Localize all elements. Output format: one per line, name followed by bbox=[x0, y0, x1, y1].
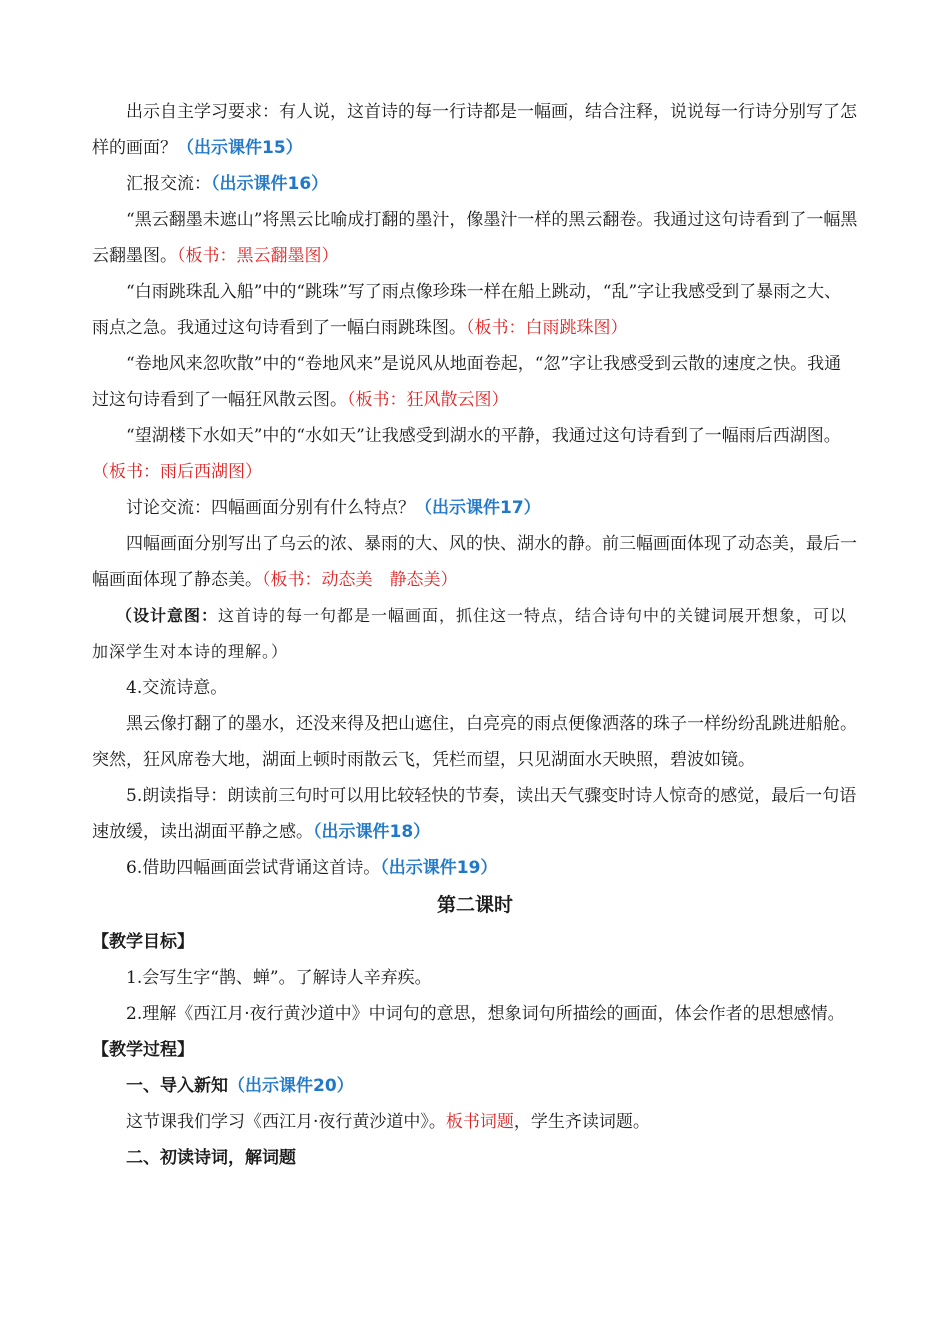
courseware-ref: （出示课件20） bbox=[228, 1076, 354, 1096]
process-heading: 【教学过程】 bbox=[92, 1040, 194, 1060]
paragraph-line2 bbox=[92, 274, 858, 346]
design-open-paren: （ bbox=[116, 606, 134, 625]
step1-title: 一、导入新知 bbox=[126, 1076, 228, 1096]
paragraph-text: ，学生齐读词题。 bbox=[513, 1112, 650, 1132]
paragraph-text: 黑云像打翻了的墨水，还没来得及把山遮住，白亮亮的雨点便像洒落的珠子一样纷纷乱跳进船舱。突然，狂风席卷大地，湖面上顿时雨散云飞，凭栏而望，只见湖面水天映照，碧波如镜。 bbox=[92, 714, 857, 770]
design-intent bbox=[92, 598, 858, 670]
step1-text bbox=[92, 1104, 858, 1140]
paragraph-recite bbox=[92, 850, 858, 886]
step2-title: 二、初读诗词，解词题 bbox=[126, 1148, 296, 1168]
paragraph-line3 bbox=[92, 346, 858, 418]
design-intent-text: 这首诗的每一句都是一幅画面，抓住这一特点，结合诗句中的关键词展开想象，可以加深学生对本诗的理解。） bbox=[92, 606, 848, 661]
paragraph-text: 出示自主学习要求：有人说，这首诗的每一行诗都是一幅画，结合注释，说说每一行诗分别写了怎样的画面？ bbox=[92, 102, 857, 158]
paragraph-features bbox=[92, 526, 858, 598]
paragraph-report bbox=[92, 166, 858, 202]
paragraph-line4 bbox=[92, 418, 858, 490]
courseware-ref: （出示课件18） bbox=[313, 822, 431, 842]
paragraph-text: 讨论交流：四幅画面分别有什么特点？ bbox=[126, 498, 415, 518]
goal-item-2: 2.理解《西江月·夜行黄沙道中》中词句的意思，想象词句所描绘的画面，体会作者的思想感情。 bbox=[126, 1004, 845, 1024]
board-note: 板书词题 bbox=[445, 1112, 514, 1132]
board-note: （板书：黑云翻墨图） bbox=[177, 246, 339, 266]
board-note: （板书：动态美 静态美） bbox=[262, 570, 458, 590]
paragraph-text: 这节课我们学习《西江月·夜行黄沙道中》。 bbox=[126, 1112, 446, 1132]
paragraph-discussion bbox=[92, 490, 858, 526]
design-intent-label: 设计意图： bbox=[133, 606, 219, 625]
paragraph-text: 6.借助四幅画面尝试背诵这首诗。 bbox=[126, 858, 381, 878]
board-note: （板书：白雨跳珠图） bbox=[466, 318, 628, 338]
paragraph-text: 四幅画面分别写出了乌云的浓、暴雨的大、风的快、湖水的静。前三幅画面体现了动态美，最后一幅画面体现了静态美。 bbox=[92, 534, 857, 590]
paragraph-text: “黑云翻墨未遮山”将黑云比喻成打翻的墨汁，像墨汁一样的黑云翻卷。我通过这句诗看到了一幅黑云翻墨图。 bbox=[92, 210, 858, 266]
courseware-ref: （出示课件19） bbox=[380, 858, 498, 878]
paragraph-text: “望湖楼下水如天”中的“水如天”让我感受到湖水的平静，我通过这句诗看到了一幅雨后西湖图。 bbox=[126, 426, 841, 446]
paragraph-text: 汇报交流： bbox=[126, 174, 211, 194]
paragraph-step4 bbox=[92, 670, 858, 706]
paragraph-reading-guide bbox=[92, 778, 858, 850]
paragraph-text: “白雨跳珠乱入船”中的“跳珠”写了雨点像珍珠一样在船上跳动，“乱”字让我感受到了暴雨之大、雨点之急。我通过这句诗看到了一幅白雨跳珠图。 bbox=[92, 282, 842, 338]
goals-heading: 【教学目标】 bbox=[92, 932, 194, 952]
board-note: （板书：狂风散云图） bbox=[347, 390, 509, 410]
paragraph-text: “卷地风来忽吹散”中的“卷地风来”是说风从地面卷起，“忽”字让我感受到云散的速度之快。我通过这句诗看到了一幅狂风散云图。 bbox=[92, 354, 842, 410]
paragraph-line1 bbox=[92, 202, 858, 274]
step1-heading bbox=[92, 1068, 858, 1104]
paragraph-poem-meaning bbox=[92, 706, 858, 778]
board-note: （板书：雨后西湖图） bbox=[92, 462, 262, 482]
courseware-ref: （出示课件15） bbox=[177, 138, 303, 158]
paragraph-text: 4.交流诗意。 bbox=[126, 678, 228, 698]
goal-item-1: 1.会写生字“鹊、蝉”。了解诗人辛弃疾。 bbox=[126, 968, 432, 988]
courseware-ref: （出示课件16） bbox=[211, 174, 329, 194]
step2-heading bbox=[92, 1140, 858, 1176]
lesson-title: 第二课时 bbox=[436, 894, 513, 916]
paragraph-text: 5.朗读指导：朗读前三句时可以用比较轻快的节奏，读出天气骤变时诗人惊奇的感觉，最后一句语速放缓，读出湖面平静之感。 bbox=[92, 786, 857, 842]
paragraph-study-requirement bbox=[92, 94, 858, 166]
courseware-ref: （出示课件17） bbox=[415, 498, 541, 518]
